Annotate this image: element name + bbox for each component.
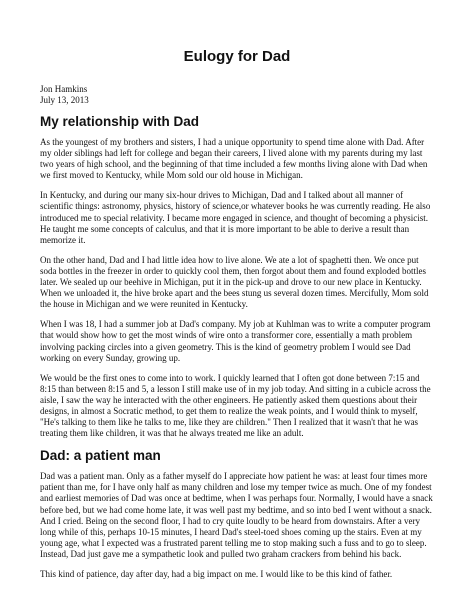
section-heading-relationship: My relationship with Dad (40, 114, 200, 129)
paragraph: We would be the first ones to come into to work. I quickly learned that I often got done between 7:15 and 8:15 than between 8:15 and 5, a lesson I still make use of in my job today. And sitting in a cubicle across the aisle, I saw the way he interacted with the other engineers. He patiently asked them questions about their designs, in almost a Socratic method, to get them to realize the weak points, and I would think to myself, "He's talking to them like he talks to me, like they are children." Then I realized that it wasn't that he was treating them like children, it was that he always treated me like an adult. (40, 372, 431, 439)
paragraph: When I was 18, I had a summer job at Dad's company. My job at Kuhlman was to write a computer program that would show how to get the most winds of wire onto a transformer core, essentially a math problem involving packing circles into a given geometry. This is the kind of geometry problem I would see Dad working on every Sunday, growing up. (40, 319, 431, 363)
document-title: Eulogy for Dad (183, 48, 291, 65)
paragraph: This kind of patience, day after day, had a big impact on me. I would like to be this kind of father. (40, 569, 393, 579)
document-date: July 13, 2013 (40, 95, 89, 105)
section-heading-patient-man: Dad: a patient man (40, 448, 161, 464)
paragraph: As the youngest of my brothers and sisters, I had a unique opportunity to spend time alone with Dad. After my older siblings had left for college and began their careers, I lived alone with my parents during my last two years of high school, and the beginning of that time included a few months living alone with Dad when we first moved to Kentucky, while Mom sold our old house in Michigan. (40, 137, 428, 181)
author-name: Jon Hamkins (40, 84, 88, 94)
paragraph: On the other hand, Dad and I had little idea how to live alone. We ate a lot of spaghetti then. We once put soda bottles in the freezer in order to quickly cool them, then forgot about them and found exploded bottles later. We sealed up our beehive in Michigan, put it in the pick-up and drove to our new place in Kentucky. When we unloaded it, the hive broke apart and the bees stung us several dozen times. Mercifully, Mom sold the house in Michigan and we were reunited in Kentucky. (40, 254, 429, 310)
paragraph: In Kentucky, and during our many six-hour drives to Michigan, Dad and I talked about all manner of scientific things: astronomy, physics, history of science,or whatever books he was currently reading. He also introduced me to special relativity. I became more engaged in science, and thought of becoming a physicist. He taught me some concepts of calculus, and that it is more important to be able to derive a result than memorize it. (40, 190, 431, 245)
paragraph: Dad was a patient man. Only as a father myself do I appreciate how patient he was: at least four times more patient than me, for I have only half as many children and lose my temper twice as much. One of my fondest and earliest memories of Dad was once at bedtime, when I was perhaps four. Normally, I would have a snack before bed, but we had come home late, it was well past my bedtime, and so into bed I went without a snack. And I cried. Being on the second floor, I had to cry quite loudly to be heard from downstairs. After a very long while of this, perhaps 10-15 minutes, I heard Dad's steel-toed shoes coming up the stairs. Even at my young age, what I expected was a frustrated parent telling me to stop making such a fuss and to go to sleep. Instead, Dad just gave me a sympathetic look and pulled two graham crackers from behind his back. (40, 471, 433, 559)
